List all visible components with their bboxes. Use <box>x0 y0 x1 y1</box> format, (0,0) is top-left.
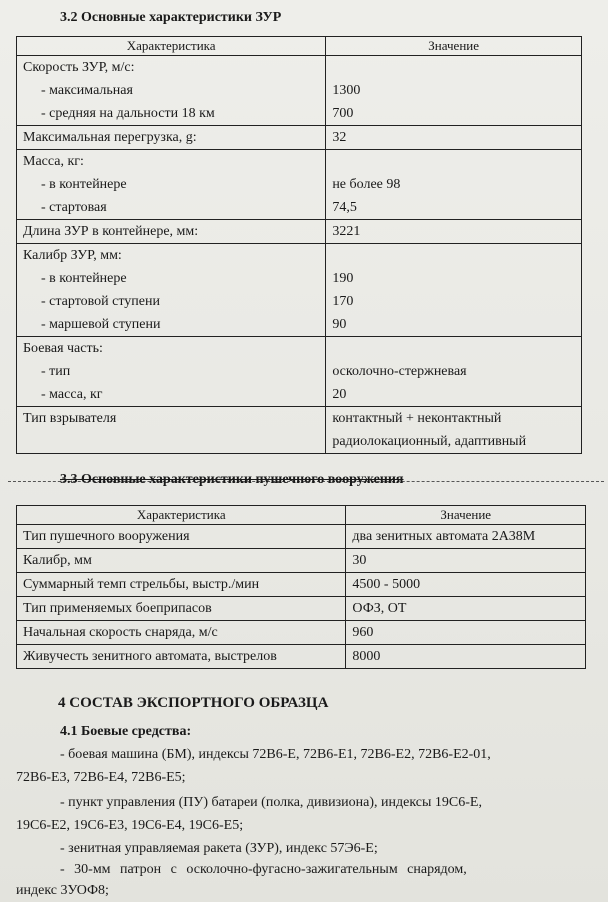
column-header-value: Значение <box>346 506 586 525</box>
value-line <box>332 56 575 79</box>
label-line: Боевая часть: <box>23 341 103 356</box>
row-value <box>326 244 582 337</box>
table-row <box>17 150 582 220</box>
row-value: 960 <box>346 621 586 645</box>
label-line: - в контейнере <box>41 177 127 192</box>
row-label <box>17 126 326 150</box>
table-row <box>17 645 586 669</box>
label-line: - тип <box>41 364 71 379</box>
label-line: Тип взрывателя <box>23 411 117 426</box>
table-row <box>17 244 582 337</box>
row-value <box>326 150 582 220</box>
label-line: - максимальная <box>41 83 133 98</box>
value-line <box>332 337 575 360</box>
label-line: - в контейнере <box>41 271 127 286</box>
column-header-characteristic: Характеристика <box>17 37 326 56</box>
row-label <box>17 56 326 126</box>
value-line: радиолокационный, адаптивный <box>332 434 527 449</box>
label-line: Длина ЗУР в контейнере, мм: <box>23 224 199 239</box>
value-line: 90 <box>332 317 347 332</box>
label-line: - маршевой ступени <box>41 317 161 332</box>
table-row <box>17 220 582 244</box>
table-row <box>17 573 586 597</box>
section-3-2-title: 3.2 Основные характеристики ЗУР <box>60 10 282 25</box>
label-line: - средняя на дальности 18 км <box>41 106 215 121</box>
table-row <box>17 126 582 150</box>
label-line: - стартовая <box>41 200 107 215</box>
paragraph-line: - зенитная управляемая ракета (ЗУР), индекс 57Э6-Е; <box>60 841 378 856</box>
value-line: осколочно-стержневая <box>332 364 467 379</box>
table-row <box>17 56 582 126</box>
value-line: не более 98 <box>332 177 401 192</box>
row-label: Суммарный темп стрельбы, выстр./мин <box>17 573 346 597</box>
paragraph-line: индекс 3УОФ8; <box>16 883 109 898</box>
row-value: 8000 <box>346 645 586 669</box>
row-label <box>17 220 326 244</box>
row-label <box>17 407 326 454</box>
row-value: 30 <box>346 549 586 573</box>
label-line: Скорость ЗУР, м/с: <box>23 60 135 75</box>
value-line <box>332 244 575 267</box>
zur-characteristics-table <box>16 36 582 454</box>
paragraph-line: 72В6-Е3, 72В6-Е4, 72В6-Е5; <box>16 770 186 785</box>
row-label: Живучесть зенитного автомата, выстрелов <box>17 645 346 669</box>
value-line: 3221 <box>332 224 361 239</box>
row-label: Калибр, мм <box>17 549 346 573</box>
row-value: два зенитных автомата 2А38М <box>346 525 586 549</box>
value-line <box>332 150 575 173</box>
value-line: 1300 <box>332 83 361 98</box>
section-4-1-title: 4.1 Боевые средства: <box>60 724 192 739</box>
value-line: 700 <box>332 106 354 121</box>
paragraph-line: - 30-мм патрон с осколочно-фугасно-зажигательным снарядом, <box>60 862 467 877</box>
value-line: контактный + неконтактный <box>332 411 502 426</box>
label-line: Максимальная перегрузка, g: <box>23 130 197 145</box>
row-value <box>326 407 582 454</box>
row-value: ОФЗ, ОТ <box>346 597 586 621</box>
column-header-characteristic: Характеристика <box>17 506 346 525</box>
table-row <box>17 621 586 645</box>
row-value <box>326 56 582 126</box>
paragraph-line: 19С6-Е2, 19С6-Е3, 19С6-Е4, 19С6-Е5; <box>16 818 244 833</box>
table-row <box>17 337 582 407</box>
label-line: Масса, кг: <box>23 154 84 169</box>
table-header-row <box>17 37 582 56</box>
section-4-title: 4 СОСТАВ ЭКСПОРТНОГО ОБРАЗЦА <box>58 695 329 711</box>
row-label: Тип применяемых боеприпасов <box>17 597 346 621</box>
gun-armament-table <box>16 505 586 669</box>
row-label <box>17 337 326 407</box>
row-label: Начальная скорость снаряда, м/с <box>17 621 346 645</box>
paragraph-line: - боевая машина (БМ), индексы 72В6-Е, 72В6-Е1, 72В6-Е2, 72В6-Е2-01, <box>60 747 491 762</box>
paragraph-line: - пункт управления (ПУ) батареи (полка, дивизиона), индексы 19С6-Е, <box>60 795 482 810</box>
row-value <box>326 220 582 244</box>
row-value: 4500 - 5000 <box>346 573 586 597</box>
row-label <box>17 150 326 220</box>
section-3-3-title: 3.3 Основные характеристики пушечного вооружения <box>60 472 404 487</box>
label-line: Калибр ЗУР, мм: <box>23 248 122 263</box>
row-label: Тип пушечного вооружения <box>17 525 346 549</box>
table-row <box>17 525 586 549</box>
table-row <box>17 549 586 573</box>
table-header-row <box>17 506 586 525</box>
table-row <box>17 407 582 454</box>
value-line: 190 <box>332 271 354 286</box>
value-line: 170 <box>332 294 354 309</box>
table-row <box>17 597 586 621</box>
label-line: - масса, кг <box>41 387 103 402</box>
row-label <box>17 244 326 337</box>
value-line: 74,5 <box>332 200 357 215</box>
label-line: - стартовой ступени <box>41 294 160 309</box>
row-value <box>326 126 582 150</box>
row-value <box>326 337 582 407</box>
value-line: 20 <box>332 387 347 402</box>
value-line: 32 <box>332 130 347 145</box>
column-header-value: Значение <box>326 37 582 56</box>
